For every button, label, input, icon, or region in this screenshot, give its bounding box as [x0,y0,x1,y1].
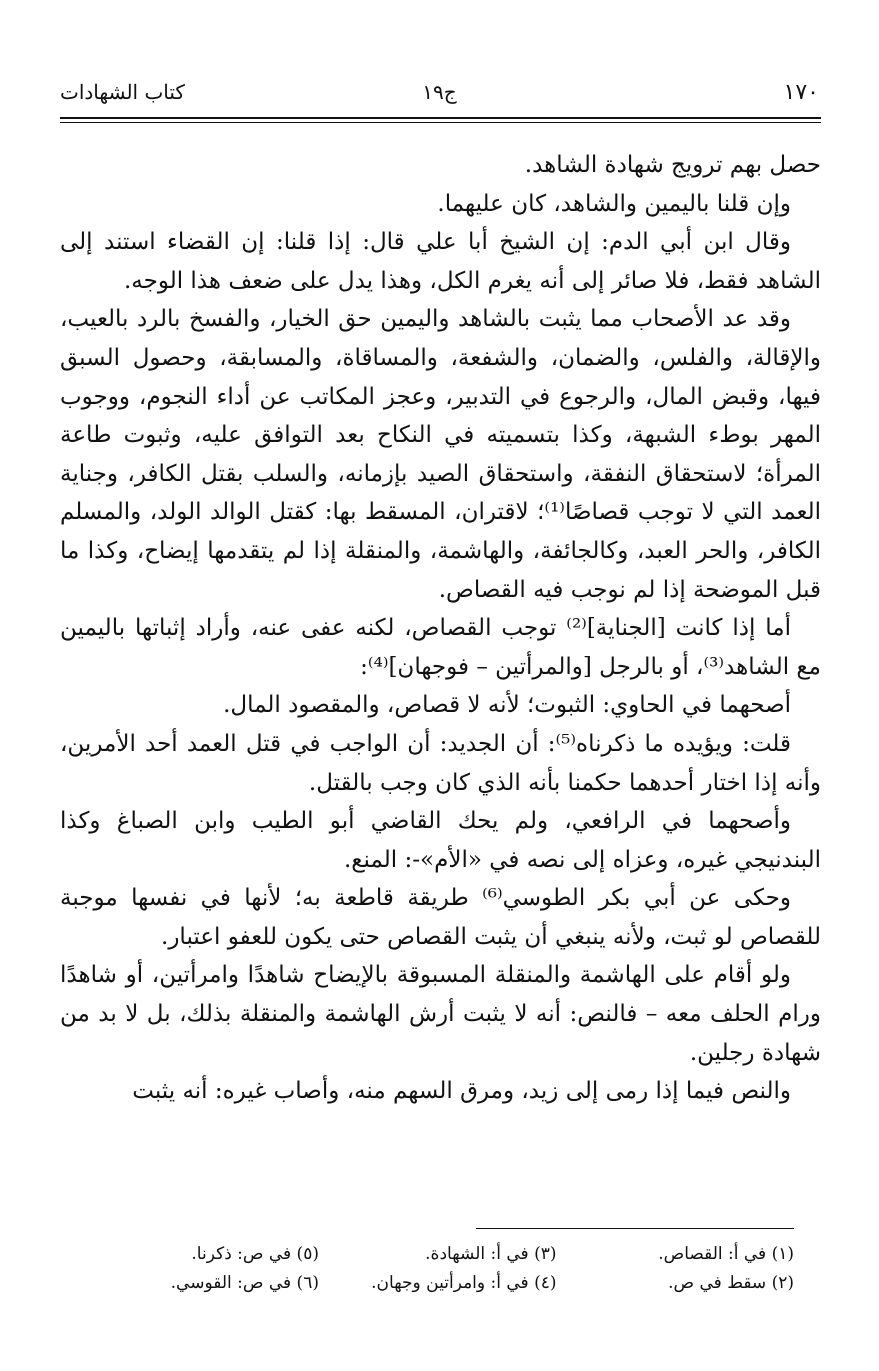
footnote: (٦) في ص: القوسي. [170,1273,319,1293]
header-rule-thin [60,122,821,123]
paragraph: وقال ابن أبي الدم: إن الشيخ أبا علي قال: إذا قلنا: إن القضاء استند إلى الشاهد فقط، فلا صائر إلى أنه يغرم الكل، وهذا يدل على ضعف هذا الوجه. [60,229,821,294]
paragraph: وإن قلنا باليمين والشاهد، كان عليهما. [437,190,791,217]
footnote: (٣) في أ: الشهادة. [425,1244,557,1264]
paragraph: وحكى عن أبي بكر الطوسي⁽⁶⁾ طريقة قاطعة به؛ لأنها في نفسها موجبة للقصاص لو ثبت، ولأنه ينبغي أن يثبت القصاص حتى يكون للعفو اعتبار. [60,885,821,950]
paragraph: والنص فيما إذا رمى إلى زيد، ومرق السهم منه، وأصاب غيره: أنه يثبت [132,1078,791,1105]
paragraph: أما إذا كانت [الجناية]⁽²⁾ توجب القصاص، لكنه عفى عنه، وأراد إثباتها باليمين مع الشاهد⁽³⁾، أو بالرجل [والمرأتين – فوجهان]⁽⁴⁾: [60,615,821,680]
paragraph: وقد عد الأصحاب مما يثبت بالشاهد واليمين حق الخيار، والفسخ بالرد بالعيب، والإقالة، والفلس، والضمان، والشفعة، والمساقاة، والمسابقة، وحصول السبق فيها، وقبض المال، والرجوع في التدبير، وعجز المكاتب عن أداء النجوم، ووجوب المهر بوطء الشبهة، وكذا بتسميته في النكاح بعد التوافق عليه، وثبوت طاعة المرأة؛ لاستحقاق النفقة، واستحقاق الصيد بإزمانه، والسلب بقتل الكافر، وجناية العمد التي لا توجب قصاصًا⁽¹⁾؛ لاقتران، المسقط بها: كقتل الوالد الولد، والمسلم الكافر، والحر العبد، وكالجائفة، والهاشمة، والمنقلة إذا لم يتقدمها إيضاح، وكذا ما قبل الموضحة إذا لم نوجب فيه القصاص. [60,306,821,603]
paragraph: وأصحهما في الرافعي، ولم يحك القاضي أبو الطيب وابن الصباغ وكذا البندنيجي غيره، وعزاه إلى نصه في «الأم»-: المنع. [60,808,821,873]
body-text [60,146,821,1111]
footnote: (١) في أ: القصاص. [658,1244,794,1264]
footnote: (٤) في أ: وامرأتين وجهان. [371,1273,557,1293]
footnote-rule [476,1228,794,1229]
footnote-row [85,1240,794,1269]
running-header [60,80,819,114]
footnote: (٥) في ص: ذكرنا. [191,1244,319,1264]
paragraph: أصحهما في الحاوي: الثبوت؛ لأنه لا قصاص، والمقصود المال. [223,692,791,719]
footnote-row [85,1269,794,1298]
header-rule-thick [60,117,821,119]
book-title: كتاب الشهادات [60,80,185,104]
volume-label: ج١٩ [422,80,457,104]
footnote: (٢) سقط في ص. [668,1273,794,1293]
paragraph: قلت: ويؤيده ما ذكرناه⁽⁵⁾: أن الجديد: أن الواجب في قتل العمد أحد الأمرين، وأنه إذا اختار أحدهما حكمنا بأنه الذي كان وجب بالقتل. [60,730,821,796]
paragraph: ولو أقام على الهاشمة والمنقلة المسبوقة بالإيضاح شاهدًا وامرأتين، أو شاهدًا ورام الحلف معه – فالنص: أنه لا يثبت أرش الهاشمة والمنقلة بذلك، بل لا بد من شهادة رجلين. [60,962,821,1066]
paragraph: حصل بهم ترويج شهادة الشاهد. [524,152,821,178]
footnotes [85,1240,794,1298]
page-number: ١٧٠ [783,80,819,105]
